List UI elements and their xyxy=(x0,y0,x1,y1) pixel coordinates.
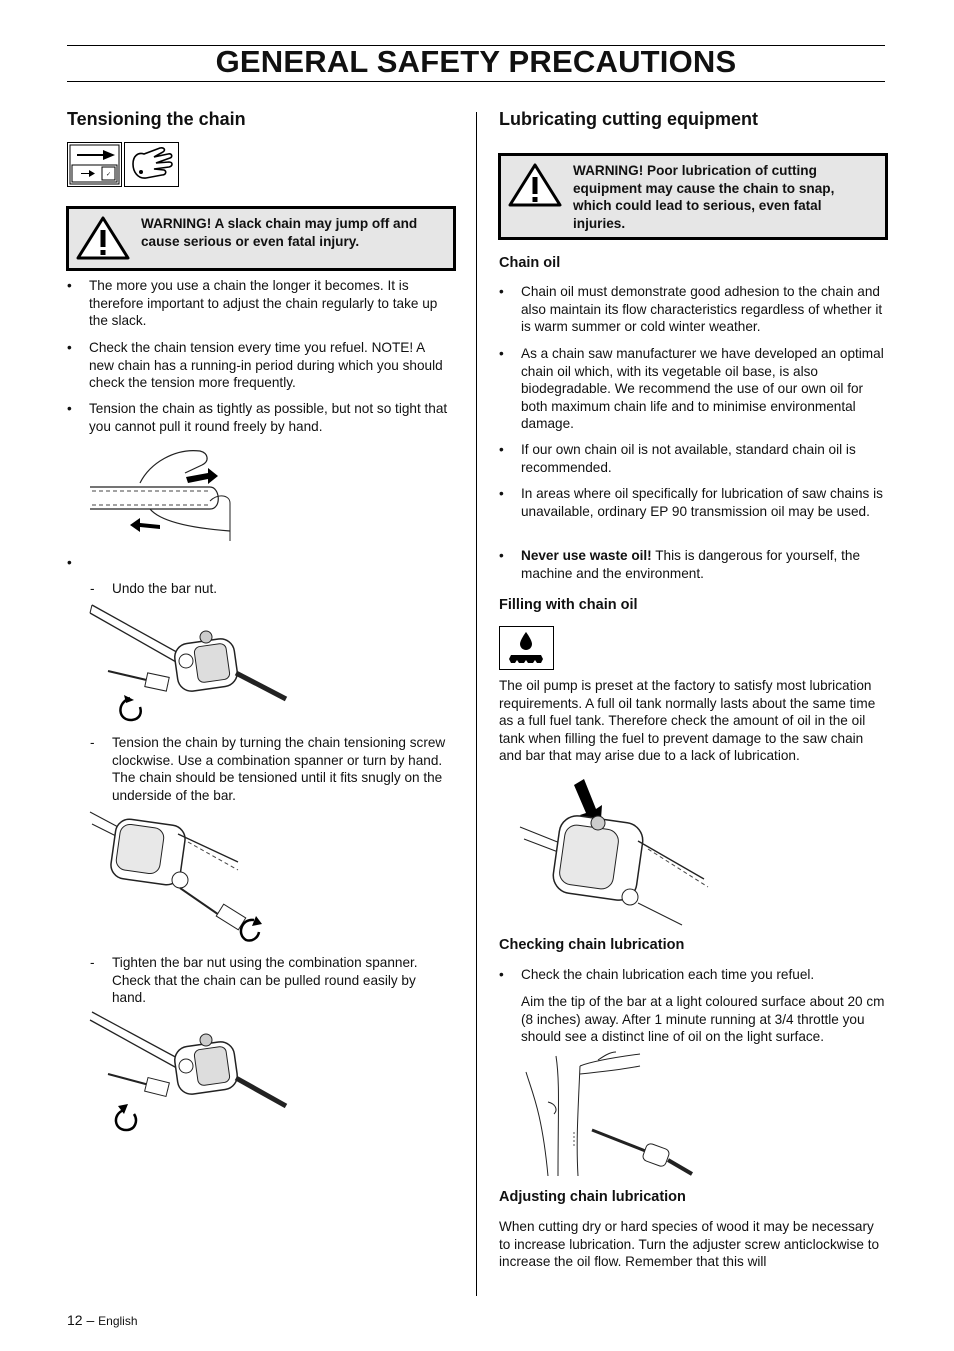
filling-paragraph: The oil pump is preset at the factory to satisfy most lubrication requirements. A full oil tank normally lasts about the same time as a full fuel tank. Therefore check the amount of oil in the oil tank when filling the fuel to prevent damage to the saw chain and bar that may arise due to a lack of lubrication. xyxy=(499,678,876,763)
undo-bar-nut-illustration xyxy=(88,603,293,723)
adjusting-paragraph: When cutting dry or hard species of wood it may be necessary to increase lubrication. Turn the adjuster screw anticlockwise to increase the oil flow. Remember that this will xyxy=(499,1219,880,1269)
footer-language: English xyxy=(98,1314,138,1328)
oil-drop-chain-icon xyxy=(499,626,555,671)
column-divider xyxy=(476,112,477,1296)
warning-triangle-icon xyxy=(75,215,131,261)
header-rule-bottom xyxy=(67,81,885,82)
chain-pull-illustration xyxy=(90,443,240,543)
empty-bullet: • xyxy=(67,555,72,570)
warning-text: WARNING! A slack chain may jump off and cause serious or even fatal injury. xyxy=(141,216,418,249)
glove-icon xyxy=(124,142,179,187)
warning-emphasis: Never use waste oil! xyxy=(521,548,652,563)
oil-check-illustration xyxy=(520,1052,695,1180)
svg-text:✓: ✓ xyxy=(105,171,112,178)
section-heading-lubricating: Lubricating cutting equipment xyxy=(499,109,758,129)
tighten-bar-nut-illustration xyxy=(88,1010,293,1135)
subheading-checking: Checking chain lubrication xyxy=(499,937,685,953)
warning-triangle-icon xyxy=(507,162,563,208)
subheading-adjusting: Adjusting chain lubrication xyxy=(499,1189,686,1205)
warning-box-lubrication xyxy=(498,153,888,240)
warning-text: WARNING! Poor lubrication of cutting equipment may cause the chain to snap, which could lead to serious, even fatal injuries. xyxy=(573,163,835,231)
subheading-chain-oil: Chain oil xyxy=(499,255,561,271)
page-number: 12 xyxy=(67,1312,83,1328)
warning-box-slack-chain xyxy=(66,206,456,271)
footer-dash: – xyxy=(86,1312,95,1328)
oil-filling-illustration xyxy=(518,775,718,927)
section-heading-tensioning: Tensioning the chain xyxy=(67,109,246,129)
page-title: GENERAL SAFETY PRECAUTIONS xyxy=(215,44,737,79)
tension-screw-illustration xyxy=(88,808,273,948)
subheading-filling: Filling with chain oil xyxy=(499,597,638,613)
page-footer xyxy=(67,1312,138,1328)
checking-paragraph: Aim the tip of the bar at a light coloured surface about 20 cm (8 inches) away. After 1 minute running at 3/4 throttle you should see a distinct line of oil on the light surface. xyxy=(521,994,885,1044)
